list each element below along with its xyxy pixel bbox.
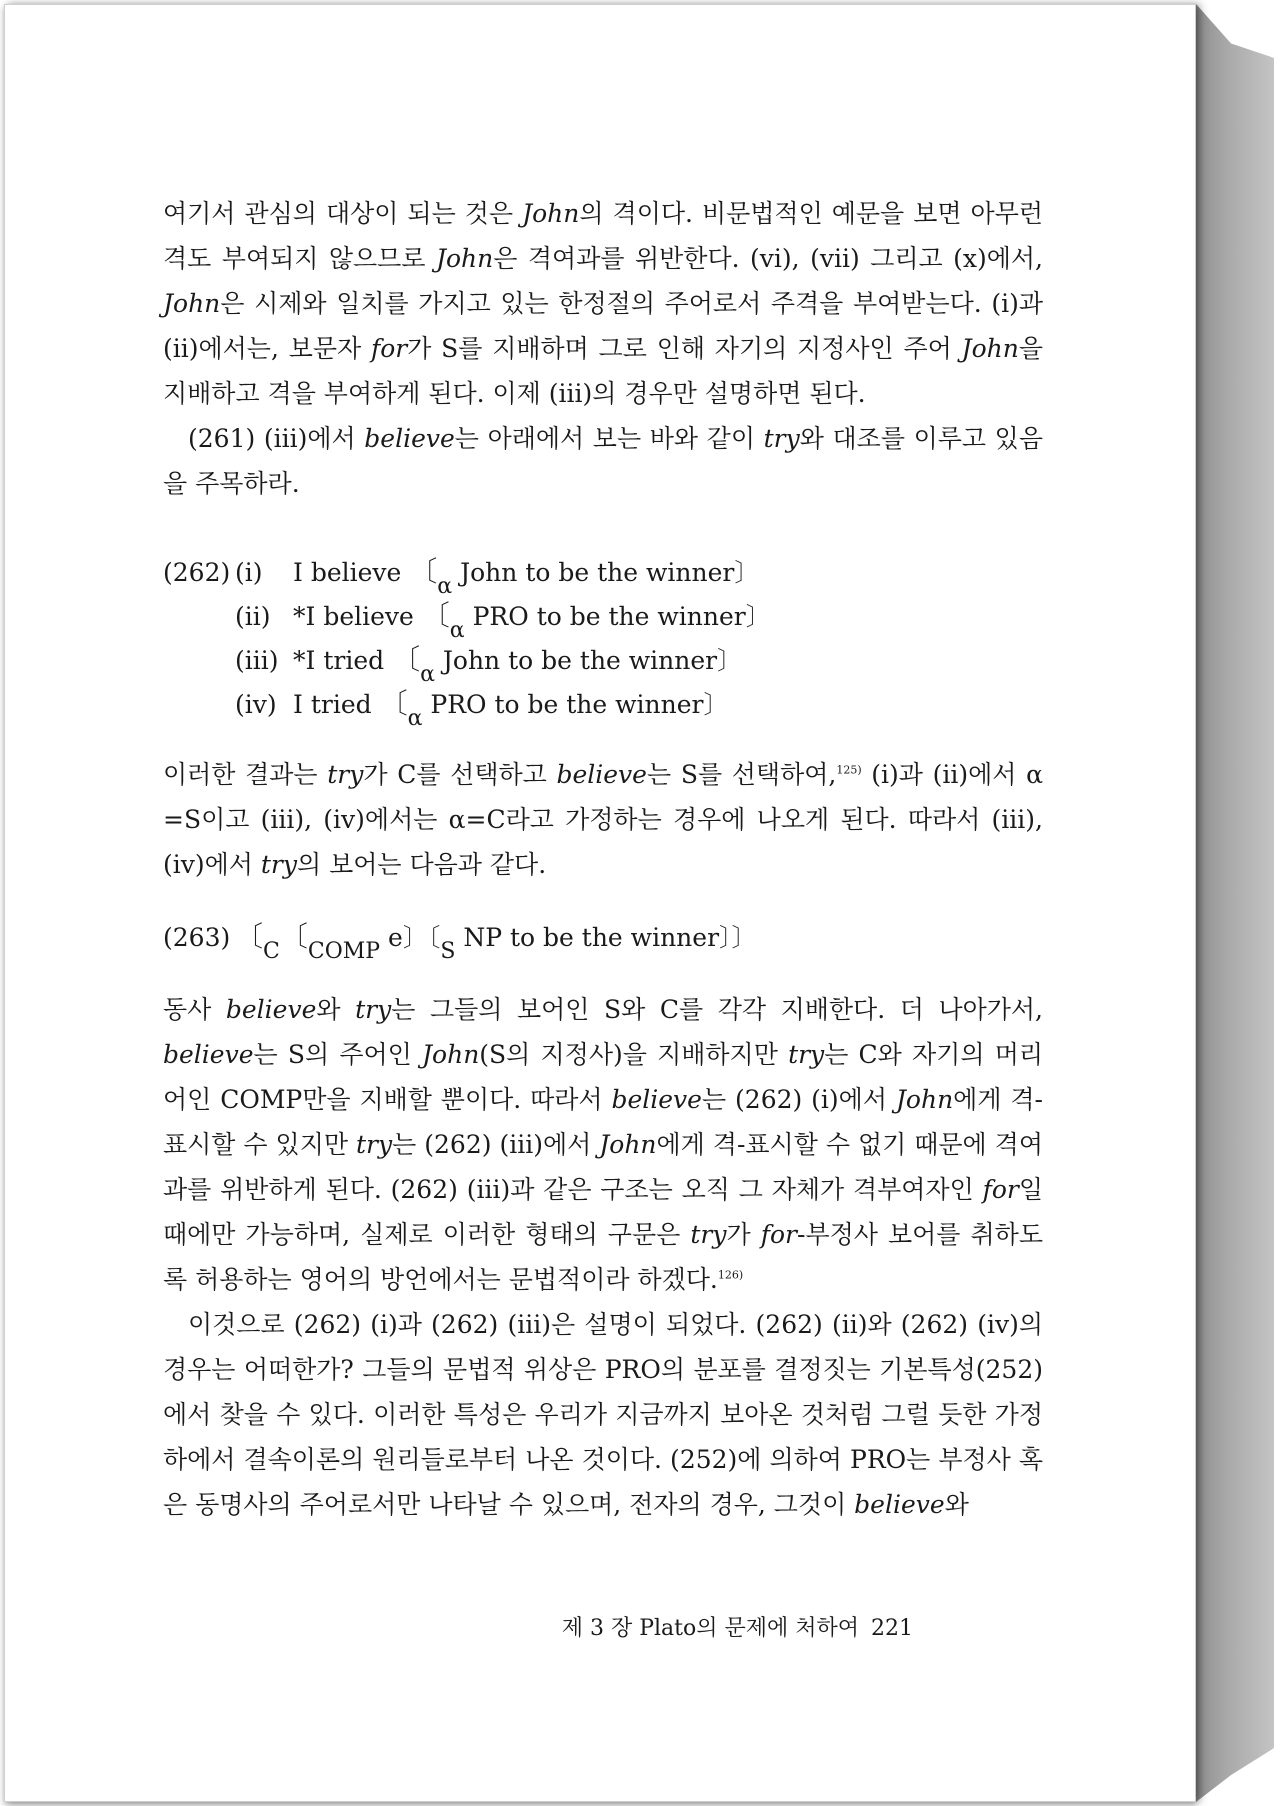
example-label: (i) bbox=[235, 558, 263, 587]
italic-term: John bbox=[895, 1085, 954, 1114]
italic-term: try bbox=[355, 995, 392, 1024]
italic-term: John bbox=[961, 334, 1019, 363]
example-262-row-i: (262) (i) I believe 〔α John to be the winner〕 bbox=[163, 550, 1043, 594]
paragraph-4: 동사 believe와 try는 그들의 보어인 S와 C를 각각 지배한다. 더 나아가서, believe는 S의 주어인 John(S의 지정사)을 지배하지만 try는 C와 자기의 머리어인 COMP만을 지배할 뿐이다. 따라서 believe는 (262) (i)에서 John에게 격-표시할 수 있지만 try는 (262) (iii)에서 John에게 격-표시할 수 없기 때문에 격여과를 위반하게 된다. (262) (iii)과 같은 구조는 오직 그 자체가 격부여자인 for일 때에만 가능하며, 실제로 이러한 형태의 구문은 try가 for-부정사 보어를 취하도록 허용하는 영어의 방언에서는 문법적이라 하겠다.$^{126)}$ bbox=[163, 995, 1043, 1294]
italic-term: John bbox=[422, 1040, 480, 1069]
italic-term: try bbox=[690, 1220, 727, 1249]
alpha-subscript: α bbox=[449, 618, 465, 643]
category-subscript: C bbox=[263, 939, 280, 964]
paragraph-3: 이러한 결과는 try가 C를 선택하고 believe는 S를 선택하여,$^{125)}$ (i)과 (ii)에서 α =S이고 (iii), (iv)에서는 α=C라고 가정하는 경우에 나오게 된다. 따라서 (iii), (iv)에서 try의 보어는 다음과 같다. bbox=[163, 760, 1043, 879]
italic-term: believe bbox=[556, 760, 647, 789]
category-subscript: COMP bbox=[307, 939, 381, 964]
example-263-row: (263) 〔C〔COMP e〕〔S NP to be the winner〕〕 bbox=[163, 915, 1043, 959]
example-number: (262) bbox=[163, 558, 231, 587]
italic-term: try bbox=[327, 760, 364, 789]
alpha-subscript: α bbox=[437, 574, 453, 599]
example-262 bbox=[163, 550, 1043, 731]
page-number: 221 bbox=[871, 1616, 913, 1641]
alpha-subscript: α bbox=[407, 706, 423, 731]
example-label: (iv) bbox=[235, 690, 277, 719]
italic-term: try bbox=[763, 424, 800, 453]
footnote-marker[interactable]: 126) bbox=[717, 1268, 744, 1282]
page-stack-edge bbox=[1196, 4, 1274, 1802]
italic-term: believe bbox=[163, 1040, 254, 1069]
running-head: 제 3 장 Plato의 문제에 처하여 bbox=[561, 1616, 859, 1641]
page-body bbox=[163, 191, 1043, 1527]
italic-term: for bbox=[370, 334, 408, 363]
italic-term: believe bbox=[364, 424, 455, 453]
italic-term: for bbox=[982, 1175, 1019, 1204]
book-page bbox=[4, 4, 1196, 1802]
italic-term: John bbox=[163, 289, 221, 318]
italic-term: believe bbox=[611, 1085, 702, 1114]
footnote-marker[interactable]: 125) bbox=[836, 763, 862, 777]
page-footer bbox=[562, 1611, 913, 1642]
italic-term: try bbox=[788, 1040, 825, 1069]
italic-term: try bbox=[356, 1130, 393, 1159]
example-262-row-ii: (ii) *I believe 〔α PRO to be the winner〕 bbox=[163, 594, 1043, 638]
example-262-row-iv: (iv) I tried 〔α PRO to be the winner〕 bbox=[163, 682, 1043, 726]
example-number: (263) bbox=[163, 923, 231, 952]
paragraph-5: 이것으로 (262) (i)과 (262) (iii)은 설명이 되었다. (262) (ii)와 (262) (iv)의 경우는 어떠한가? 그들의 문법적 위상은 PRO의 분포를 결정짓는 기본특성(252)에서 찾을 수 있다. 이러한 특성은 우리가 지금까지 보아온 것처럼 그럴 듯한 가정하에서 결속이론의 원리들로부터 나온 것이다. (252)에 의하여 PRO는 부정사 혹은 동명사의 주어로서만 나타날 수 있으며, 전자의 경우, 그것이 believe와 bbox=[163, 1310, 1043, 1519]
example-label: (iii) bbox=[235, 646, 279, 675]
paragraph-2: (261) (iii)에서 believe는 아래에서 보는 바와 같이 try와 대조를 이루고 있음을 주목하라. bbox=[163, 424, 1043, 498]
italic-term: for bbox=[760, 1220, 797, 1249]
example-label: (ii) bbox=[235, 602, 271, 631]
italic-term: John bbox=[522, 199, 580, 228]
italic-term: believe bbox=[854, 1490, 945, 1519]
category-subscript: S bbox=[440, 939, 456, 964]
example-262-row-iii: (iii) *I tried 〔α John to be the winner〕 bbox=[163, 638, 1043, 682]
example-263 bbox=[163, 915, 1043, 964]
italic-term: try bbox=[260, 850, 297, 879]
italic-term: believe bbox=[225, 995, 317, 1024]
paragraph-1: 여기서 관심의 대상이 되는 것은 John의 격이다. 비문법적인 예문을 보면 아무런 격도 부여되지 않으므로 John은 격여과를 위반한다. (vi), (vii) 그리고 (x)에서, John은 시제와 일치를 가지고 있는 한정절의 주어로서 주격을 부여받는다. (i)과 (ii)에서는, 보문자 for가 S를 지배하며 그로 인해 자기의 지정사인 주어 John을 지배하고 격을 부여하게 된다. 이제 (iii)의 경우만 설명하면 된다. bbox=[163, 199, 1044, 408]
italic-term: John bbox=[435, 244, 494, 273]
italic-term: John bbox=[599, 1130, 657, 1159]
alpha-subscript: α bbox=[420, 662, 435, 687]
